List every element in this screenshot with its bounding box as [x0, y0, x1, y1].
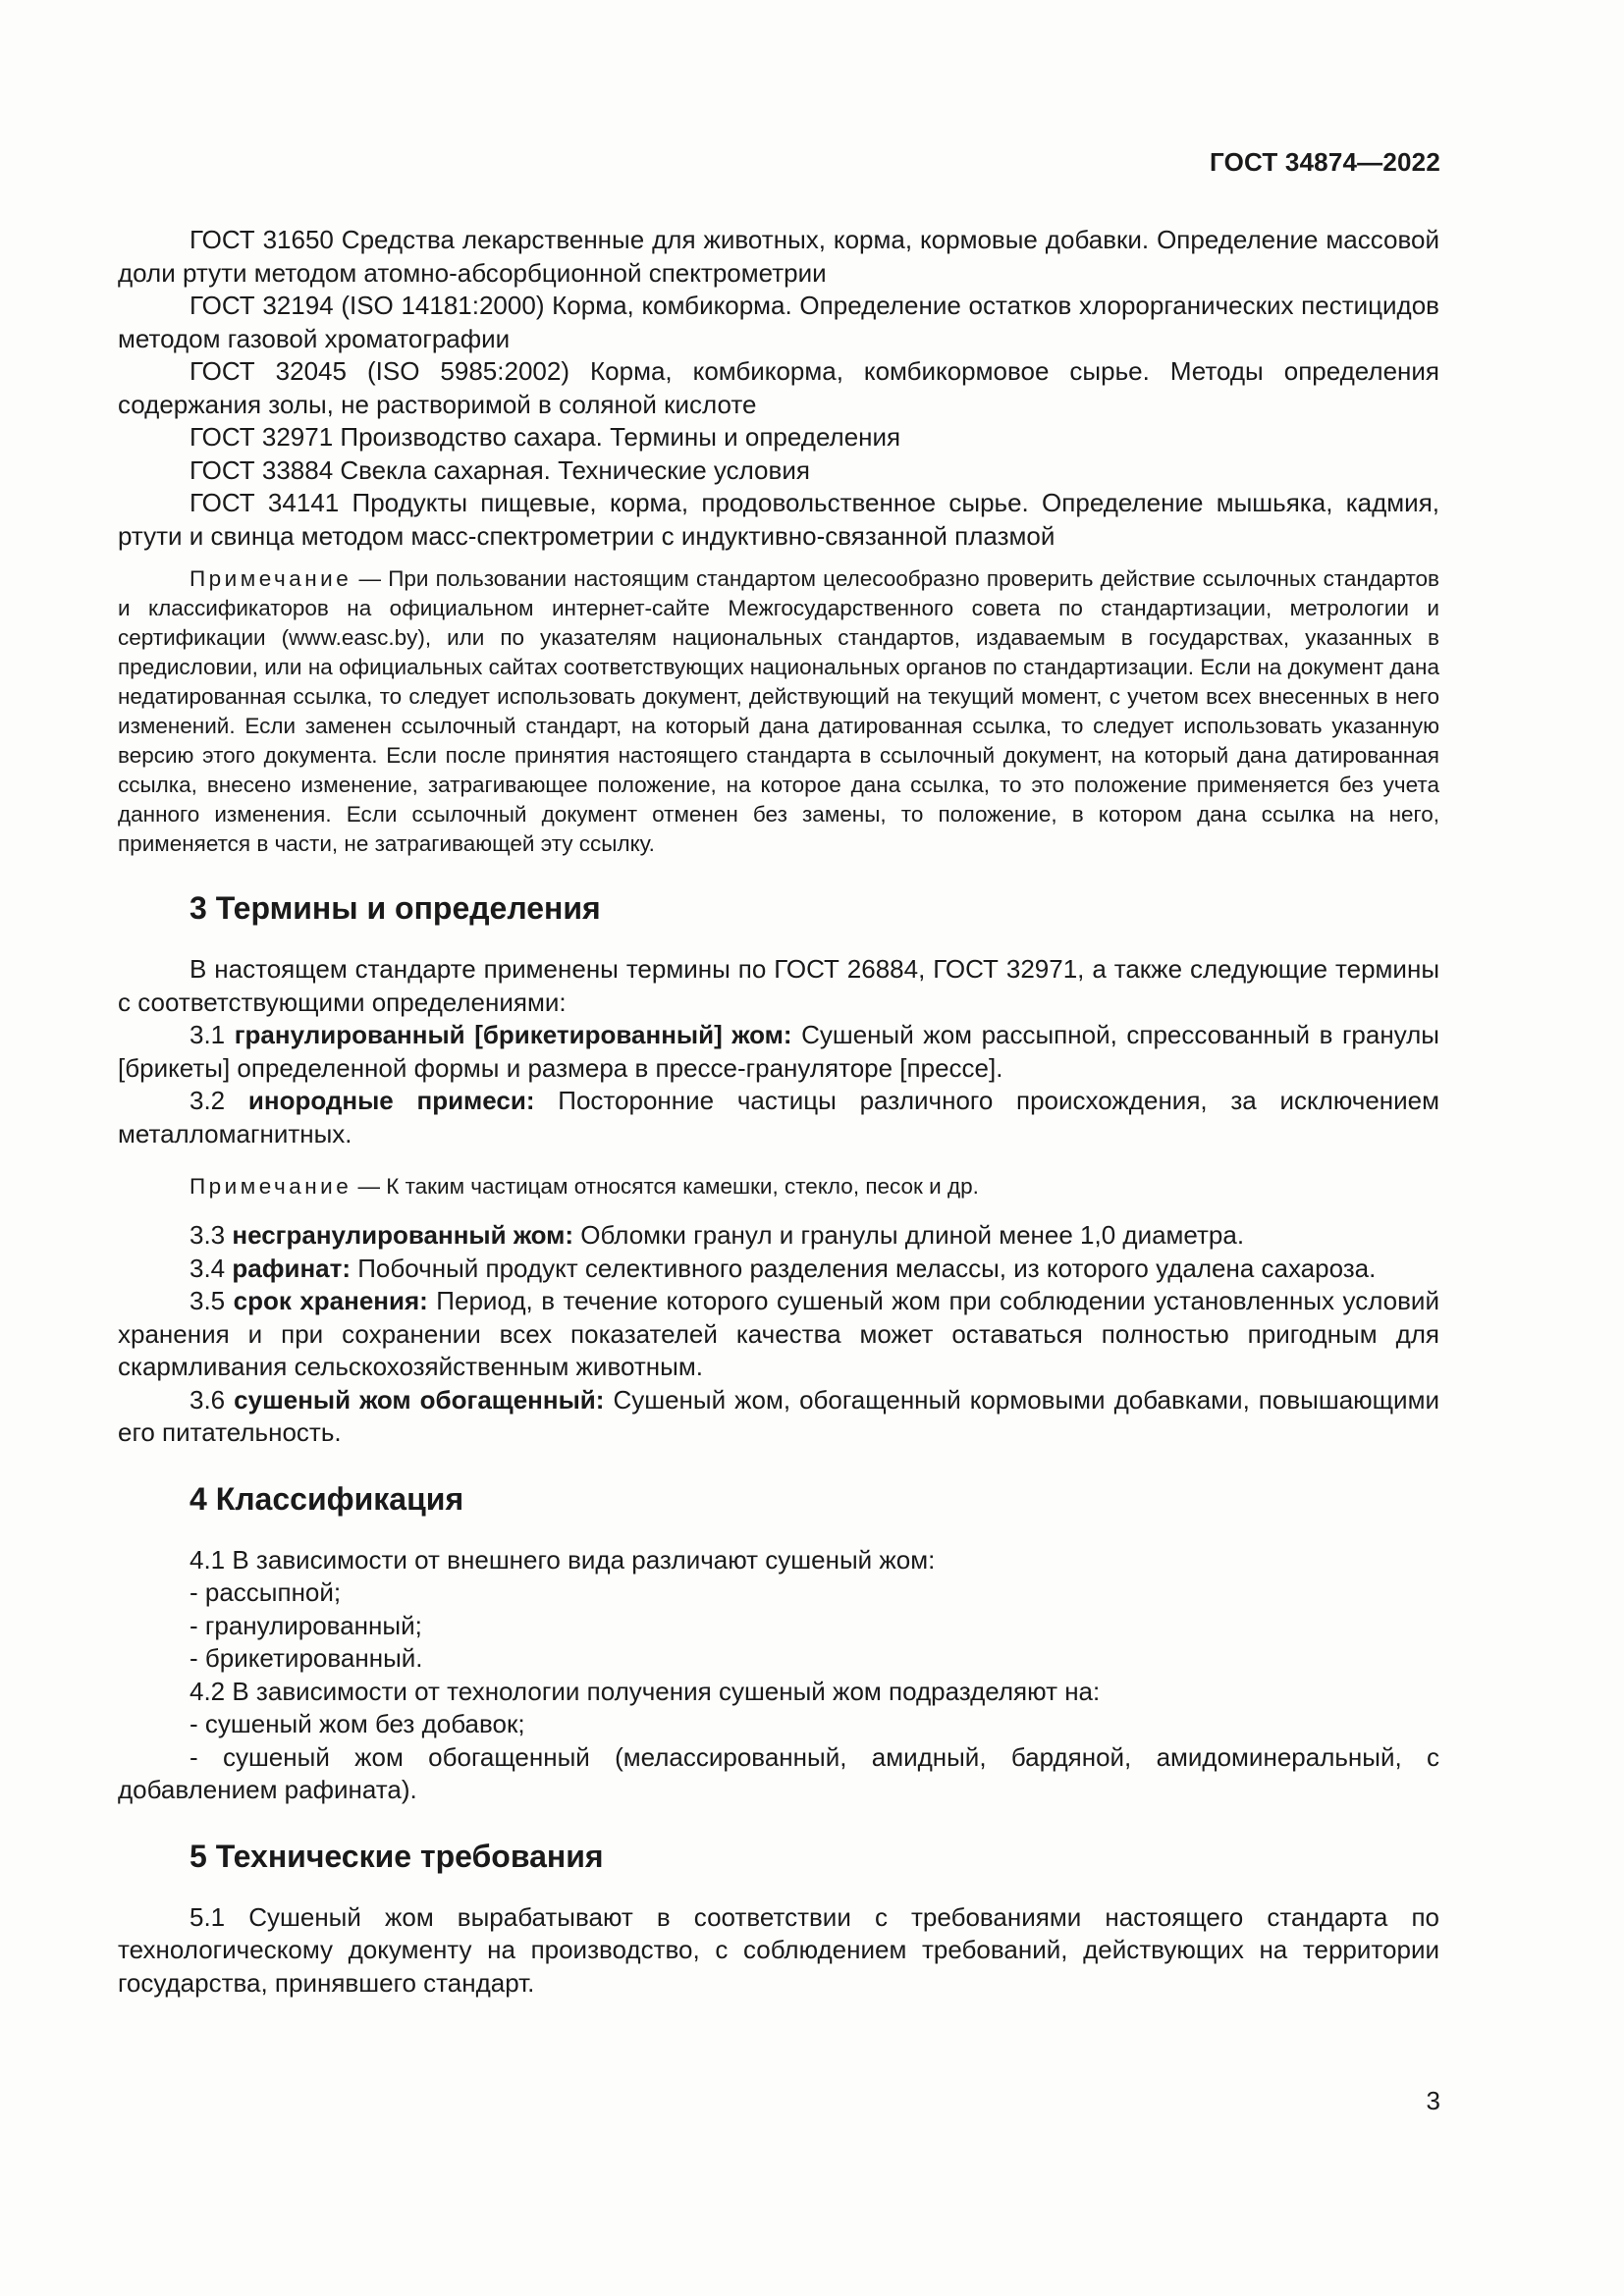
- classification-4-2: 4.2 В зависимости от технологии получения сушеный жом подразделяют на:: [189, 1676, 1101, 1706]
- note-label: Примечание: [189, 566, 352, 591]
- term-name: срок хранения:: [233, 1286, 428, 1315]
- term-definition: Период, в течение которого сушеный жом при соблюдении установленных условий хранения и при сохранении всех показателей качества может оставаться полностью пригодным для скармливания сельскохозяйственным животным.: [118, 1286, 1439, 1381]
- ref-gost-32045: ГОСТ 32045 (ISO 5985:2002) Корма, комбикорма, комбикормовое сырье. Методы определения содержания золы, не растворимой в соляной кислоте: [118, 356, 1439, 419]
- term-name: гранулированный [брикетированный] жом:: [234, 1020, 792, 1049]
- term-3-1: [118, 1019, 1439, 1085]
- ref-gost-34141: ГОСТ 34141 Продукты пищевые, корма, продовольственное сырье. Определение мышьяка, кадмия, ртути и свинца методом масс-спектрометрии с индуктивно-связанной плазмой: [118, 488, 1439, 551]
- term-number: 3.2: [189, 1086, 248, 1115]
- term-number: 3.4: [189, 1253, 233, 1283]
- page-content: [118, 224, 1439, 2000]
- term-definition: Обломки гранул и гранулы длиной менее 1,0 диаметра.: [573, 1220, 1245, 1250]
- term-note: [118, 1172, 1439, 1201]
- ref-gost-32194: ГОСТ 32194 (ISO 14181:2000) Корма, комбикорма. Определение остатков хлорорганических пестицидов методом газовой хроматографии: [118, 291, 1439, 353]
- requirement-5-1: 5.1 Сушеный жом вырабатывают в соответствии с требованиями настоящего стандарта по технологическому документу на производство, с соблюдением требований, действующих на территории государства, принявшего стандарт.: [118, 1901, 1439, 1998]
- ref-gost-32971: ГОСТ 32971 Производство сахара. Термины и определения: [189, 422, 901, 452]
- term-definition: Побочный продукт селективного разделения мелассы, из которого удалена сахароза.: [351, 1253, 1377, 1283]
- note-text: — При пользовании настоящим стандартом целесообразно проверить действие ссылочных стандартов и классификаторов на официальном интернет-сайте Межгосударственного совета по стандартизации, метрологии и сертификации (www.easc.by), или по указателям национальных стандартов, издаваемым в государствах, указанных в предисловии, или на официальных сайтах соответствующих национальных органов по стандартизации. Если на документ дана недатированная ссылка, то следует использовать документ, действующий на текущий момент, с учетом всех внесенных в него изменений. Если заменен ссылочный стандарт, на который дана датированная ссылка, то следует использовать указанную версию этого документа. Если после принятия настоящего стандарта в ссылочный документ, на который дана датированная ссылка, внесено изменение, затрагивающее положение, на которое дана ссылка, то это положение применяется без учета данного изменения. Если ссылочный документ отменен без замены, то положение, в котором дана ссылка на него, применяется в части, не затрагивающей эту ссылку.: [118, 566, 1439, 856]
- term-name: инородные примеси:: [247, 1086, 535, 1115]
- term-number: 3.1: [189, 1020, 235, 1049]
- section-3-intro: В настоящем стандарте применены термины по ГОСТ 26884, ГОСТ 32971, а также следующие термины с соответствующими определениями:: [118, 954, 1439, 1017]
- references-note: [118, 564, 1439, 859]
- term-3-6: [118, 1384, 1439, 1450]
- term-number: 3.5: [189, 1286, 234, 1315]
- list-item: - сушеный жом без добавок;: [189, 1709, 525, 1738]
- list-item: - брикетированный.: [189, 1643, 423, 1673]
- term-definition: Посторонние частицы различного происхождения, за исключением металломагнитных.: [118, 1086, 1439, 1148]
- page-number: 3: [1426, 2086, 1440, 2115]
- term-definition: Сушеный жом, обогащенный кормовыми добавками, повышающими его питательность.: [118, 1384, 1439, 1447]
- term-name: сушеный жом обогащенный:: [234, 1384, 605, 1415]
- note-label: Примечание: [189, 1174, 352, 1199]
- section-3-title: 3 Термины и определения: [189, 890, 601, 926]
- term-3-3: [118, 1219, 1439, 1253]
- note-text: — К таким частицам относятся камешки, стекло, песок и др.: [352, 1174, 979, 1199]
- list-item: - сушеный жом обогащенный (мелассированный, амидный, бардяной, амидоминеральный, с добавлением рафината).: [118, 1741, 1439, 1804]
- term-3-4: [118, 1253, 1439, 1286]
- section-5-title: 5 Технические требования: [189, 1838, 604, 1874]
- term-name: несгранулированный жом:: [232, 1220, 574, 1250]
- term-definition: Сушеный жом рассыпной, спрессованный в гранулы [брикеты] определенной формы и размера в прессе-грануляторе [прессе].: [118, 1020, 1439, 1083]
- ref-gost-33884: ГОСТ 33884 Свекла сахарная. Технические условия: [189, 454, 810, 485]
- classification-4-1: 4.1 В зависимости от внешнего вида различают сушеный жом:: [189, 1544, 936, 1575]
- term-number: 3.3: [189, 1220, 233, 1250]
- document-id-header: ГОСТ 34874—2022: [1210, 147, 1440, 177]
- list-item: - гранулированный;: [189, 1610, 422, 1640]
- ref-gost-31650: ГОСТ 31650 Средства лекарственные для животных, корма, кормовые добавки. Определение массовой доли ртути методом атомно-абсорбционной спектрометрии: [118, 225, 1439, 288]
- term-name: рафинат:: [232, 1253, 352, 1283]
- section-4-title: 4 Классификация: [189, 1480, 464, 1517]
- term-3-2: [118, 1085, 1439, 1150]
- list-item: - рассыпной;: [189, 1577, 342, 1607]
- term-3-5: [118, 1285, 1439, 1384]
- term-number: 3.6: [189, 1384, 235, 1415]
